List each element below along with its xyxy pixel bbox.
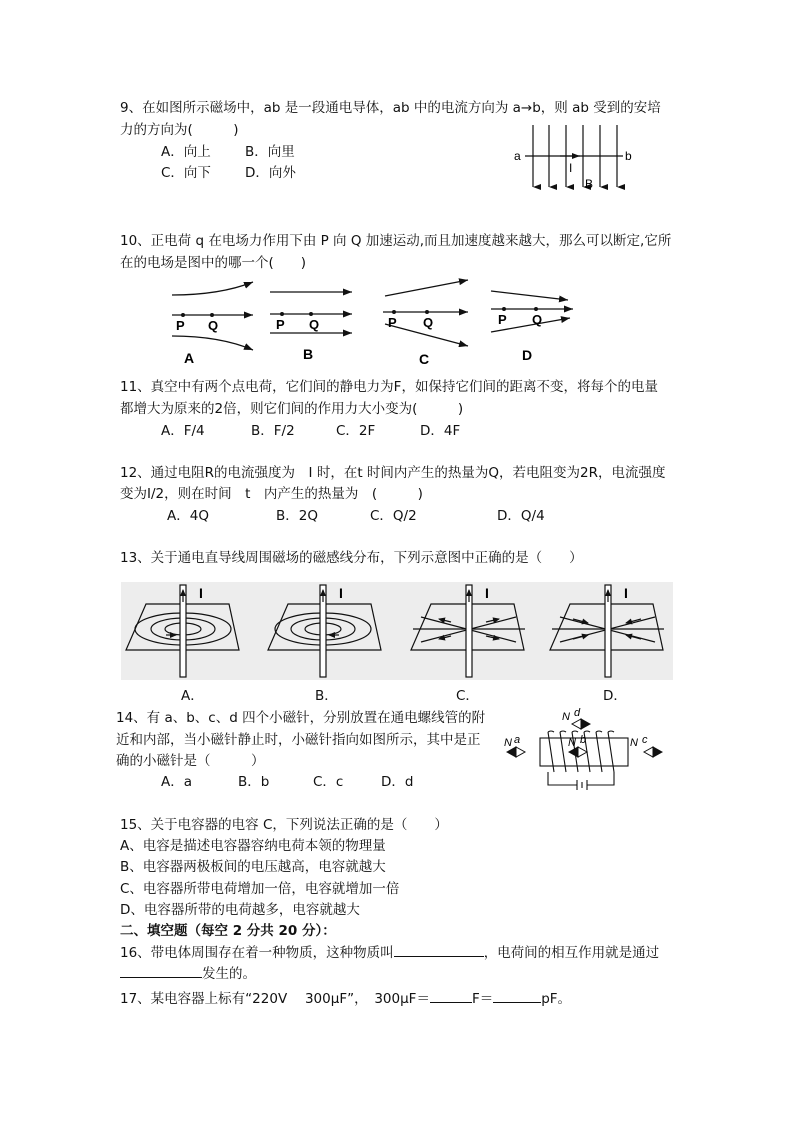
q14-needle-c-label: c <box>642 734 648 746</box>
q17-blank-1[interactable] <box>430 988 472 1003</box>
q14-stem-line2: 近和内部，当小磁针静止时，小磁针指向如图所示，其中是正 <box>116 732 481 748</box>
q10-stem-line1: 10、正电荷 q 在电场力作用下由 P 向 Q 加速运动,而且加速度越来越大，那么可以断定,它所 <box>120 233 672 249</box>
q16-text-part2: ，电荷间的相互作用就是通过 <box>483 945 660 961</box>
q16-text-part1: 16、带电体周围存在着一种物质，这种物质叫 <box>120 945 394 961</box>
q15-option-a[interactable]: A、电容是描述电容器容纳电荷本领的物理量 <box>120 838 386 854</box>
q13-option-a[interactable]: A． <box>181 688 204 704</box>
q15-option-d[interactable]: D、电容器所带的电荷越多，电容就越大 <box>120 902 360 918</box>
q9-label-a: a <box>514 149 521 163</box>
q11-stem-line1: 11、真空中有两个点电荷，它们间的静电力为F，如保持它们间的距离不变，将每个的电量 <box>120 379 658 395</box>
q14-needle-d-n: N <box>562 711 570 723</box>
q17-text-part2: F＝ <box>471 991 494 1007</box>
q12-option-b[interactable]: B．2Q <box>276 508 318 524</box>
q13-c-current-label: I <box>485 585 489 601</box>
q10-stem-line2: 在的电场是图中的哪一个( ) <box>120 255 307 271</box>
q17-line1 <box>120 988 571 1009</box>
q12-stem-line1: 12、通过电阻R的电流强度为 I 时，在t 时间内产生的热量为Q，若电阻变为2R，电流强度 <box>120 465 666 481</box>
q14-needle-b-label: b <box>580 734 587 746</box>
q12-option-a[interactable]: A．4Q <box>167 508 209 524</box>
q13-stem-line1: 13、关于通电直导线周围磁场的磁感线分布，下列示意图中正确的是（ ） <box>120 550 583 566</box>
q17-text-part3: pF。 <box>541 991 572 1007</box>
q9-label-current: I <box>569 161 573 175</box>
q16-line1 <box>120 942 659 963</box>
q9-option-a[interactable]: A．向上 <box>161 144 211 160</box>
q14-needle-b-n: N <box>568 737 576 749</box>
q13-d-current-label: I <box>624 585 628 601</box>
q9-stem-line2: 力的方向为( ) <box>120 122 239 138</box>
q13-a-current-label: I <box>199 585 203 601</box>
q10-d-label-p: P <box>498 312 507 327</box>
section-fill-in-heading: 二、填空题（每空 2 分共 20 分）： <box>120 923 336 939</box>
q10-figure-label-b[interactable]: B <box>303 346 314 362</box>
q9-label-field: B <box>585 177 594 191</box>
q14-option-c[interactable]: C．c <box>313 774 344 790</box>
q14-needle-c-n: N <box>630 737 638 749</box>
q13-option-d[interactable]: D． <box>603 688 627 704</box>
q10-c-label-q: Q <box>423 315 434 330</box>
q14-stem-line3: 确的小磁针是（ ） <box>116 753 265 769</box>
q10-figure-label-d[interactable]: D <box>522 347 533 363</box>
q17-text-part1: 17、某电容器上标有“220V 300μF”， 300μF＝ <box>120 991 430 1007</box>
q14-solenoid-figure <box>502 707 667 792</box>
q13-wire-field-figures <box>121 582 673 680</box>
q9-option-d[interactable]: D．向外 <box>245 165 296 181</box>
q9-magnetic-field-figure <box>505 125 645 195</box>
q13-option-b[interactable]: B． <box>315 688 338 704</box>
q10-d-label-q: Q <box>532 312 543 327</box>
q14-option-a[interactable]: A．a <box>161 774 193 790</box>
q11-option-b[interactable]: B．F/2 <box>251 423 295 439</box>
q15-option-c[interactable]: C、电容器所带电荷增加一倍，电容就增加一倍 <box>120 881 400 897</box>
q17-blank-2[interactable] <box>493 988 541 1003</box>
q14-stem-line1: 14、有 a、b、c、d 四个小磁针，分别放置在通电螺线管的附 <box>116 710 486 726</box>
q14-needle-d-label: d <box>574 707 581 719</box>
q11-option-c[interactable]: C．2F <box>336 423 376 439</box>
q9-stem-line1: 9、在如图所示磁场中，ab 是一段通电导体，ab 中的电流方向为 a→b，则 ab 受到的安培 <box>120 100 661 116</box>
q14-option-d[interactable]: D．d <box>381 774 414 790</box>
q10-b-label-p: P <box>276 317 285 332</box>
q11-option-d[interactable]: D．4F <box>420 423 461 439</box>
q14-needle-a-n: N <box>504 737 512 749</box>
q10-b-label-q: Q <box>309 317 320 332</box>
q9-label-b: b <box>625 149 632 163</box>
q14-option-b[interactable]: B．b <box>238 774 270 790</box>
q14-needle-a-label: a <box>514 734 521 746</box>
q12-option-d[interactable]: D．Q/4 <box>497 508 545 524</box>
q16-blank-1[interactable] <box>394 942 484 957</box>
q10-a-label-p: P <box>176 318 185 333</box>
q16-blank-2[interactable] <box>120 963 202 978</box>
q11-option-a[interactable]: A．F/4 <box>161 423 205 439</box>
q12-stem-line2: 变为I/2，则在时间 t 内产生的热量为 ( ) <box>120 486 423 502</box>
q10-electric-field-figures <box>165 278 585 368</box>
q16-text-part3: 发生的。 <box>202 966 256 982</box>
q10-c-label-p: P <box>388 315 397 330</box>
q15-stem-line1: 15、关于电容器的电容 C，下列说法正确的是（ ） <box>120 817 448 833</box>
q11-stem-line2: 都增大为原来的2倍，则它们间的作用力大小变为( ) <box>120 401 464 417</box>
q13-option-c[interactable]: C． <box>456 688 479 704</box>
q9-option-c[interactable]: C．向下 <box>161 165 211 181</box>
q12-option-c[interactable]: C．Q/2 <box>370 508 417 524</box>
q10-figure-label-a[interactable]: A <box>184 350 195 366</box>
q9-option-b[interactable]: B．向里 <box>245 144 295 160</box>
q10-figure-label-c[interactable]: C <box>419 351 430 367</box>
q15-option-b[interactable]: B、电容器两极板间的电压越高，电容就越大 <box>120 859 386 875</box>
q16-line2 <box>120 963 256 984</box>
q13-b-current-label: I <box>339 585 343 601</box>
q10-a-label-q: Q <box>208 318 219 333</box>
